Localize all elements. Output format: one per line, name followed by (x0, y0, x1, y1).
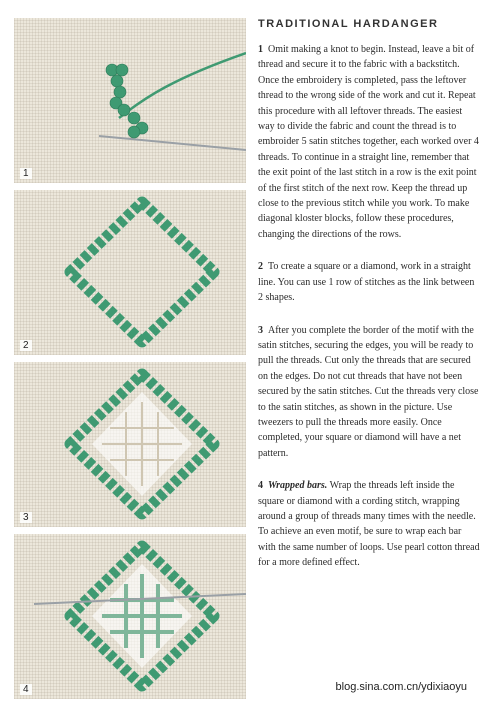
photo-number: 2 (20, 340, 32, 351)
page-title: TRADITIONAL HARDANGER (258, 18, 439, 30)
step-text: Omit making a knot to begin. Instead, leave a bit of thread and secure it to the fabric with a backstitch. Once the embroidery is completed, pass the leftover thread to the wrong side of the work and cut it. Repeat this procedure with all leftover threads. The easiest way to divide the fabric and count the thread is to embroider 5 satin stitches together, each worked over 4 threads. To continue in a straight line, remember that the exit point of the last stitch in a row is the exit point of the first stitch of the next row. Keep the thread up close to the previous stitch while you work. To make diagonal kloster blocks, follow these procedures, changing the directions of the rows. (258, 44, 479, 240)
step-number: 4 (258, 480, 263, 492)
step-text: Wrap the threads left inside the square or diamond with a cording stitch, wrapping around a group of threads many times with the needle. To achieve an even motif, be sure to wrap each bar with the same number of loops. Use pearl cotton thread for a more defined effect. (258, 480, 480, 569)
step-photo-3 (14, 362, 246, 527)
step-paragraph-2 (258, 259, 480, 305)
photo-number: 1 (20, 168, 32, 179)
step-number: 3 (258, 324, 263, 336)
photo-2-illustration (14, 190, 246, 355)
photo-4-illustration (14, 534, 246, 699)
photo-number: 4 (20, 684, 32, 695)
step-lead: Wrapped bars. (268, 480, 328, 492)
step-paragraph-4 (258, 478, 480, 570)
step-number: 2 (258, 261, 263, 273)
photo-column (14, 18, 246, 706)
step-photo-1 (14, 18, 246, 183)
instructions-column (258, 18, 480, 588)
step-text: After you complete the border of the motif with the satin stitches, securing the edges, you will be ready to pull the threads. Cut only the threads that are secured on the edges. Do not cut threads that have not been secured by the satin stitches. Cut the threads very close to the satin stitches, as shown in the picture. Use tweezers to pull the threads more easily. Once completed, your square or diamond will have a net pattern. (258, 324, 479, 459)
step-text: To create a square or a diamond, work in a straight line. You can use 1 row of stitches as the link between 2 shapes. (258, 261, 475, 304)
step-photo-4 (14, 534, 246, 699)
photo-3-illustration (14, 362, 246, 527)
step-paragraph-1 (258, 42, 480, 242)
photo-number: 3 (20, 512, 32, 523)
step-photo-2 (14, 190, 246, 355)
photo-1-illustration (14, 18, 246, 183)
step-number: 1 (258, 44, 263, 55)
step-paragraph-3 (258, 323, 480, 462)
blog-watermark: blog.sina.com.cn/ydixiaoyu (335, 681, 467, 693)
